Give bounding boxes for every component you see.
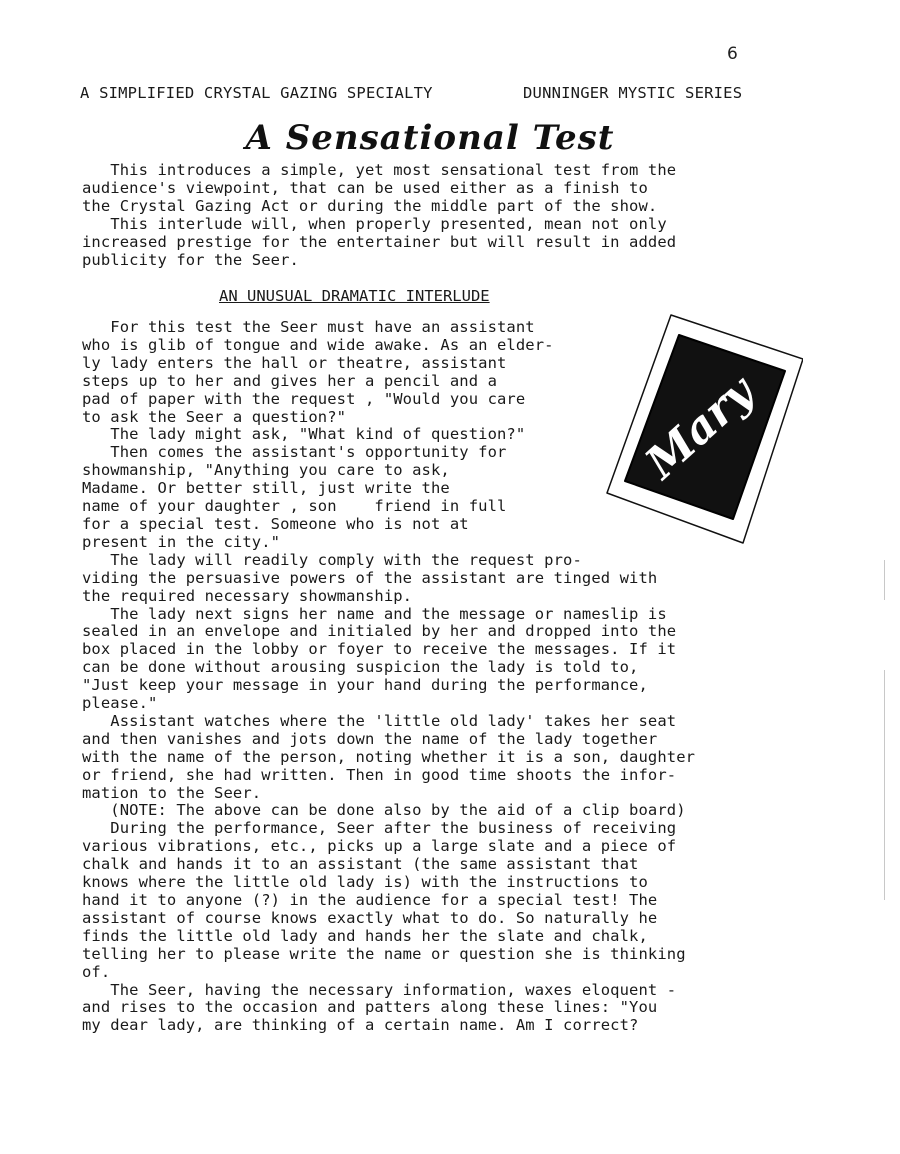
text-line: showmanship, "Anything you care to ask, — [82, 461, 450, 480]
slate-name-text: Mary — [636, 366, 764, 489]
text-line: This interlude will, when properly presented, mean not only — [82, 214, 667, 233]
running-header-left: A SIMPLIFIED CRYSTAL GAZING SPECIALTY — [80, 84, 433, 102]
text-line: to ask the Seer a question?" — [82, 407, 347, 426]
text-line: During the performance, Seer after the business of receiving — [82, 819, 677, 838]
text-line: finds the little old lady and hands her the slate and chalk, — [82, 926, 648, 945]
text-line: The lady next signs her name and the message or nameslip is — [82, 604, 667, 623]
text-line: present in the city." — [82, 532, 281, 551]
text-line: the Crystal Gazing Act or during the middle part of the show. — [82, 196, 658, 215]
text-line: Assistant watches where the 'little old lady' takes her seat — [82, 711, 677, 730]
text-line: name of your daughter , son friend in full — [82, 497, 507, 516]
page-title: A Sensational Test — [245, 118, 615, 158]
slate-illustration — [603, 313, 803, 545]
text-line: mation to the Seer. — [82, 783, 262, 802]
text-line: This introduces a simple, yet most sensational test from the — [82, 161, 677, 179]
text-line: Madame. Or better still, just write the — [82, 479, 450, 498]
text-line: The lady will readily comply with the request pro- — [82, 550, 582, 569]
intro-paragraph — [82, 162, 802, 269]
section-heading: AN UNUSUAL DRAMATIC INTERLUDE — [219, 287, 490, 305]
text-line: assistant of course knows exactly what to do. So naturally he — [82, 908, 658, 927]
text-line: pad of paper with the request , "Would you care — [82, 389, 526, 408]
text-line: who is glib of tongue and wide awake. As an elder- — [82, 335, 554, 354]
text-line: audience's viewpoint, that can be used either as a finish to — [82, 178, 648, 197]
text-line: knows where the little old lady is) with the instructions to — [82, 873, 648, 892]
text-line: ly lady enters the hall or theatre, assistant — [82, 353, 507, 372]
margin-mark — [884, 670, 885, 900]
text-line: of. — [82, 962, 111, 981]
text-line: viding the persuasive powers of the assistant are tinged with — [82, 568, 658, 587]
text-line: various vibrations, etc., picks up a large slate and a piece of — [82, 837, 677, 856]
text-line: "Just keep your message in your hand during the performance, — [82, 676, 648, 695]
margin-mark — [884, 560, 885, 600]
text-line: publicity for the Seer. — [82, 250, 299, 269]
text-line: Then comes the assistant's opportunity for — [82, 443, 507, 462]
text-line: telling her to please write the name or question she is thinking — [82, 944, 686, 963]
text-line: hand it to anyone (?) in the audience for a special test! The — [82, 891, 658, 909]
text-line: my dear lady, are thinking of a certain name. Am I correct? — [82, 1016, 639, 1035]
text-line: (NOTE: The above can be done also by the aid of a clip board) — [82, 801, 686, 820]
text-line: steps up to her and gives her a pencil and a — [82, 371, 497, 390]
text-line: please." — [82, 694, 158, 713]
text-line: can be done without arousing suspicion the lady is told to, — [82, 658, 639, 677]
text-line: The lady might ask, "What kind of question?" — [82, 425, 526, 444]
text-line: sealed in an envelope and initialed by her and dropped into the — [82, 622, 677, 641]
text-line: the required necessary showmanship. — [82, 586, 413, 605]
text-line: with the name of the person, noting whether it is a son, daughter — [82, 747, 696, 766]
text-line: for a special test. Someone who is not at — [82, 514, 469, 533]
text-line: For this test the Seer must have an assistant — [82, 318, 535, 336]
text-line: The Seer, having the necessary information, waxes eloquent - — [82, 980, 677, 999]
text-line: chalk and hands it to an assistant (the same assistant that — [82, 855, 639, 874]
text-line: and then vanishes and jots down the name of the lady together — [82, 729, 658, 748]
page-number: 6 — [727, 44, 738, 64]
text-line: box placed in the lobby or foyer to receive the messages. If it — [82, 640, 677, 659]
text-line: and rises to the occasion and patters along these lines: "You — [82, 998, 658, 1017]
running-header-right: DUNNINGER MYSTIC SERIES — [523, 84, 743, 102]
text-line: or friend, she had written. Then in good time shoots the infor- — [82, 765, 677, 784]
text-line: increased prestige for the entertainer but will result in added — [82, 232, 677, 251]
